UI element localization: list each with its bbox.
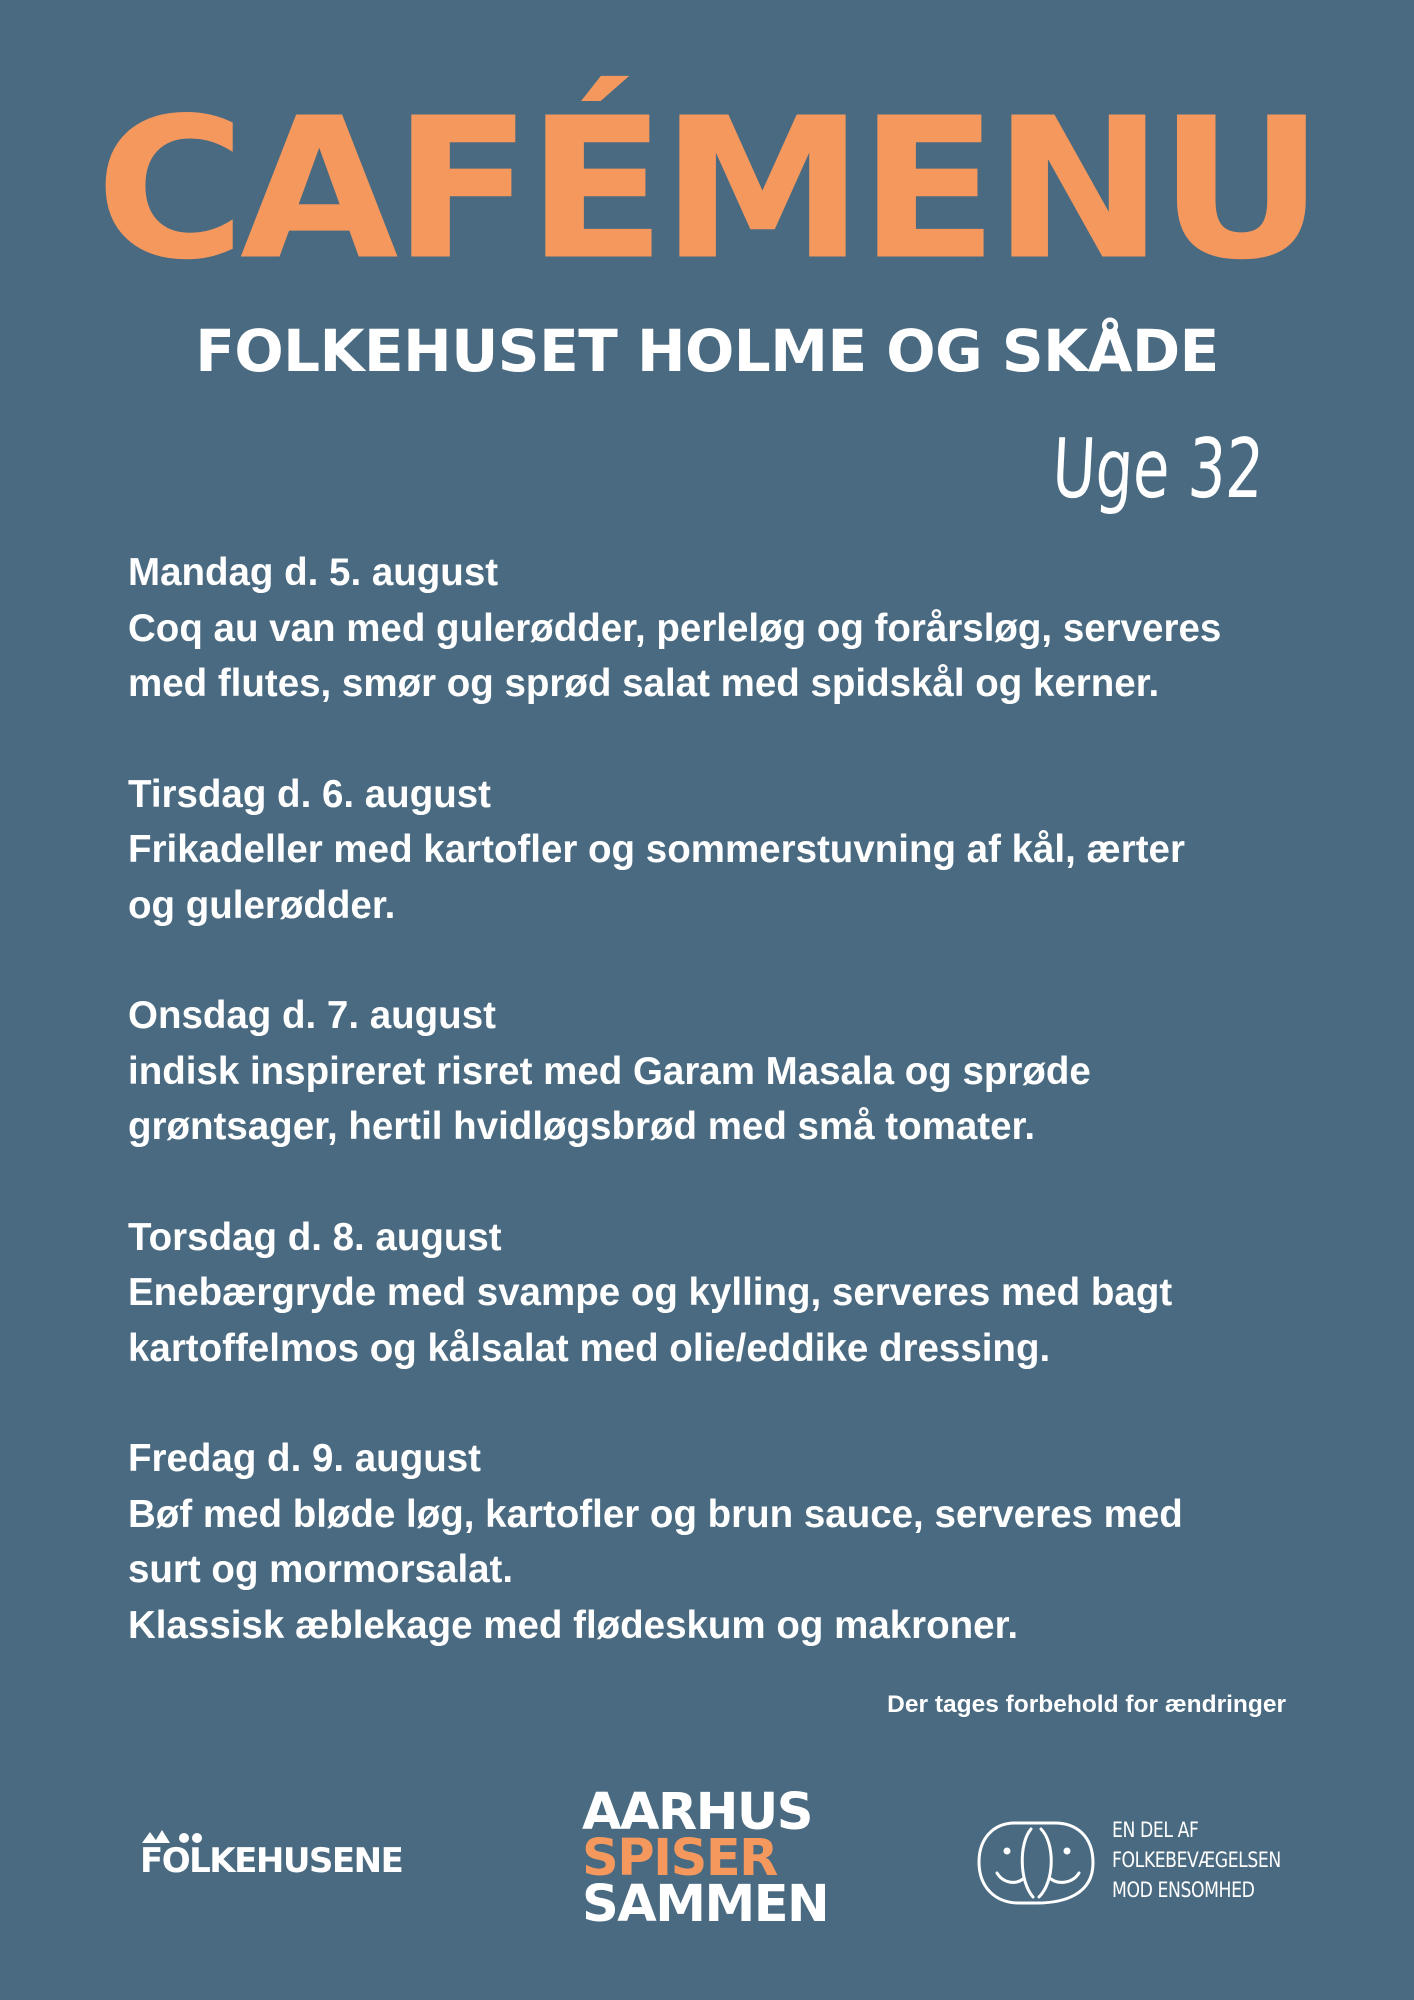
logo-line: AARHUS (582, 1783, 813, 1842)
dish-description: Klassisk æblekage med flødeskum og makroner. (128, 1603, 1019, 1647)
day-heading: Mandag d. 5. august (128, 551, 499, 594)
menu-day-thursday (128, 1210, 1298, 1377)
folkebevaegelsen-logo (975, 1815, 1295, 1915)
menu-list (128, 545, 1298, 1708)
day-heading: Fredag d. 9. august (128, 1437, 481, 1480)
dish-description: grøntsager, hertil hvidløgsbrød med små tomater. (128, 1105, 1036, 1148)
ensomhed-text (1112, 1815, 1281, 1905)
day-heading: Torsdag d. 8. august (128, 1215, 502, 1259)
folkehusene-wordmark: FOLKEHUSENE (140, 1841, 403, 1881)
dish-description: Bøf med bløde løg, kartofler og brun sauce, serveres med (128, 1492, 1183, 1536)
dish-description: Frikadeller med kartofler og sommerstuvning af kål, ærter (128, 828, 1185, 871)
day-heading: Onsdag d. 7. august (128, 994, 496, 1037)
dish-description: og gulerødder. (128, 883, 396, 927)
aarhus-spiser-sammen-logo (582, 1783, 832, 1934)
menu-day-wednesday (128, 988, 1298, 1155)
logo-line: SPISER (582, 1829, 777, 1888)
logo-line: MOD ENSOMHED (1112, 1878, 1255, 1902)
disclaimer-text: Der tages forbehold for ændringer (887, 1691, 1286, 1718)
week-label: Uge 32 (1050, 422, 1266, 517)
dish-description: Enebærgryde med svampe og kylling, serveres med bagt (128, 1271, 1173, 1314)
page-title: CAFÉMENU (95, 76, 1319, 304)
dish-description: indisk inspireret risret med Garam Masala og sprøde (128, 1049, 1091, 1093)
logo-line: SAMMEN (582, 1875, 829, 1934)
two-faces-icon (975, 1817, 1100, 1907)
logo-line: EN DEL AF (1112, 1818, 1199, 1842)
dish-description: kartoffelmos og kålsalat med olie/eddike dressing. (128, 1326, 1051, 1370)
logo-line: FOLKEBEVÆGELSEN (1112, 1848, 1281, 1872)
menu-day-monday (128, 545, 1298, 712)
day-heading: Tirsdag d. 6. august (128, 772, 491, 816)
menu-day-tuesday (128, 767, 1298, 934)
dish-description: surt og mormorsalat. (128, 1548, 514, 1591)
page-subtitle: FOLKEHUSET HOLME OG SKÅDE (195, 317, 1219, 385)
dish-description: Coq au van med gulerødder, perleløg og forårsløg, serveres (128, 606, 1222, 650)
folkehusene-logo (140, 1828, 440, 1888)
menu-day-friday (128, 1431, 1298, 1653)
dish-description: med flutes, smør og sprød salat med spidskål og kerner. (128, 662, 1160, 705)
